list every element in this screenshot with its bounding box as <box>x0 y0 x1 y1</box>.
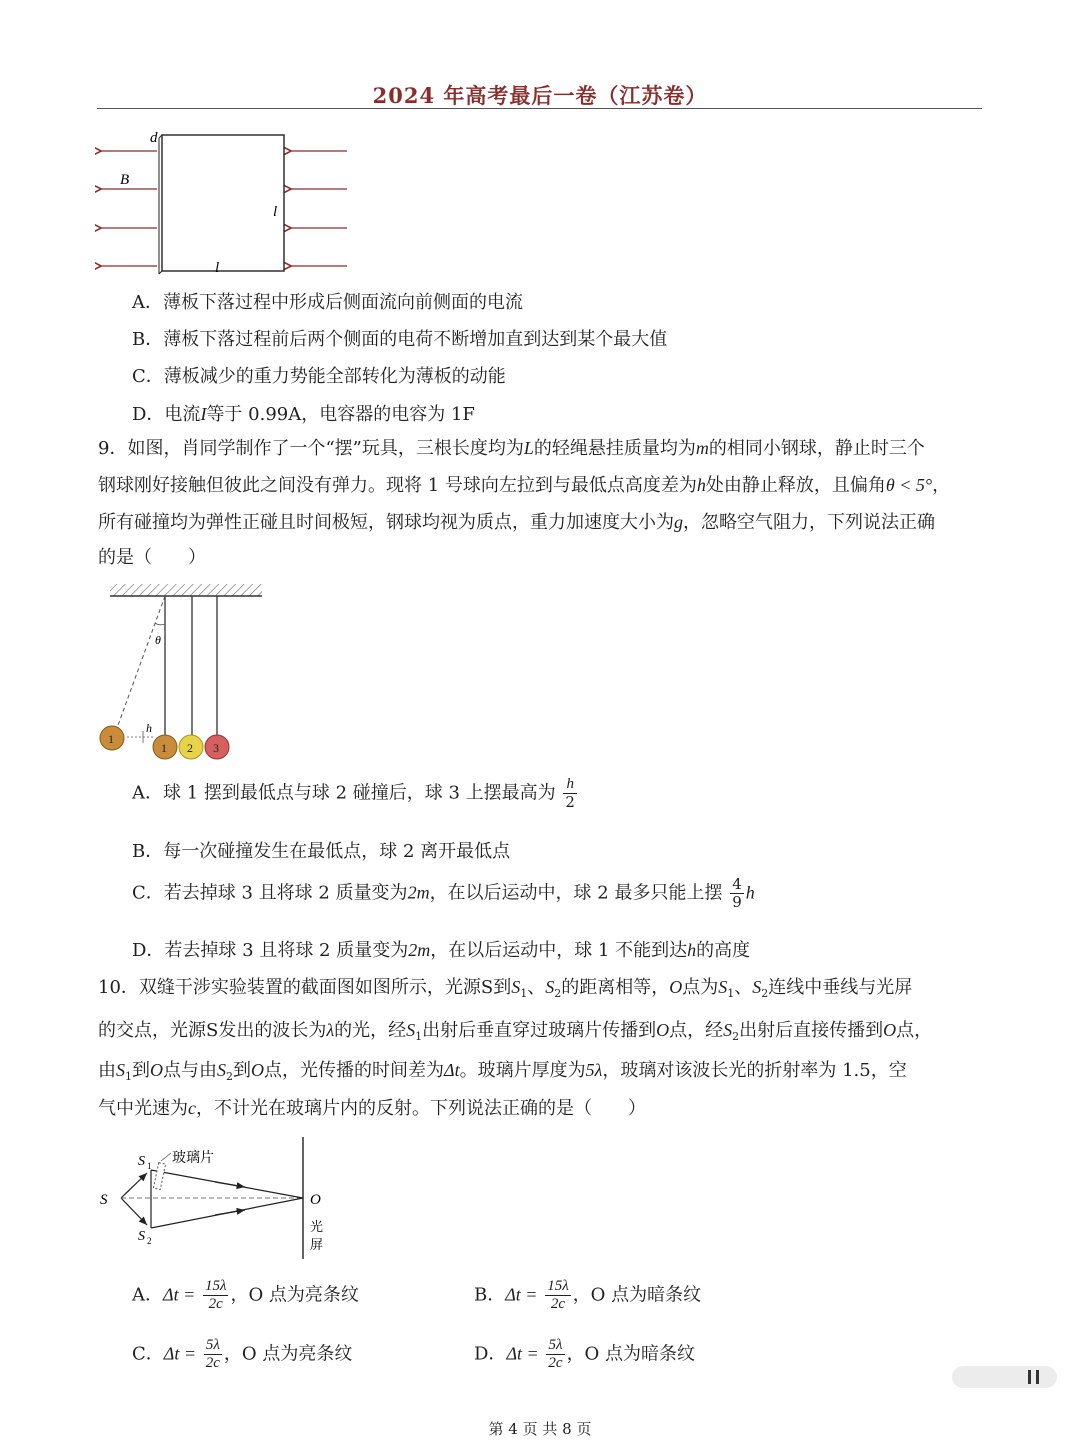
q10-line-3: 由$S_1$到O点与由$S_2$到O点，光传播的时间差为Δt。玻璃片厚度为5λ，玻璃对该波长光的折射率为 1.5，空 <box>98 1060 907 1083</box>
theta-label: θ <box>155 633 161 647</box>
displaced-string <box>117 596 165 728</box>
page-header-title: 2024 年高考最后一卷（江苏卷） <box>372 83 708 108</box>
q10-option-a: A．Δt = $\frac{15\lambda}{2c}$ ，O 点为亮条纹 <box>132 1278 359 1312</box>
svg-text:2: 2 <box>147 1236 152 1246</box>
q10-option-d: D．Δt = $\frac{5\lambda}{2c}$ ，O 点为暗条纹 <box>474 1337 696 1371</box>
q9-option-b: B．每一次碰撞发生在最低点，球 2 离开最低点 <box>132 841 511 862</box>
page-number: 第 4 页 共 8 页 <box>488 1420 592 1438</box>
q9-line-3: 所有碰撞均为弹性正碰且时间极短，钢球均视为质点，重力加速度大小为g，忽略空气阻力，下列说法正确 <box>98 512 935 533</box>
scroll-indicator[interactable] <box>952 1366 1057 1388</box>
q9-line-1: 9．如图，肖同学制作了一个“摆”玩具，三根长度均为L的轻绳悬挂质量均为m的相同小钢球，静止时三个 <box>98 438 925 459</box>
q8-option-c: C．薄板减少的重力势能全部转化为薄板的动能 <box>132 366 506 387</box>
source-S-label: S <box>100 1192 108 1208</box>
screen-label-2: 屏 <box>310 1237 324 1252</box>
q8-option-b: B．薄板下落过程前后两个侧面的电荷不断增加直到达到某个最大值 <box>132 329 668 350</box>
plate-front-face <box>162 135 284 271</box>
screen-label-1: 光 <box>310 1219 324 1234</box>
svg-text:1: 1 <box>147 1161 152 1171</box>
ball-1-label: 1 <box>161 741 167 755</box>
q10-double-slit-figure <box>95 1135 340 1265</box>
q10-option-b: B．Δt = $\frac{15\lambda}{2c}$ ，O 点为暗条纹 <box>474 1278 702 1312</box>
q9-line-2: 钢球刚好接触但彼此之间没有弹力。现将 1 号球向左拉到与最低点高度差为h处由静止释放，且偏角θ < 5°， <box>98 475 951 496</box>
ball-1-raised-label: 1 <box>108 732 114 746</box>
q8-plate-figure <box>95 125 355 280</box>
label-l-bottom: l <box>215 260 220 276</box>
S1-label: S <box>138 1154 145 1169</box>
q8-option-a: A．薄板下落过程中形成后侧面流向前侧面的电流 <box>132 292 523 313</box>
ceiling-hatch <box>110 584 262 596</box>
q9-option-d: D．若去掉球 3 且将球 2 质量变为2m，在以后运动中，球 1 不能到达h的高度 <box>132 940 751 961</box>
label-l-right: l <box>273 204 278 220</box>
q9-option-a: A．球 1 摆到最低点与球 2 碰撞后，球 3 上摆最高为 $\frac{h}{2}$ <box>132 776 575 811</box>
q10-line-4: 气中光速为c，不计光在玻璃片内的反射。下列说法正确的是（ ） <box>98 1098 646 1119</box>
ball-2-label: 2 <box>187 741 193 755</box>
q10-line-1: 10．双缝干涉实验装置的截面图如图所示，光源S到$S_1$、$S_2$的距离相等，O点为$S_1$、$S_2$连线中垂线与光屏 <box>98 977 913 1000</box>
q10-option-c: C．Δt = $\frac{5\lambda}{2c}$ ，O 点为亮条纹 <box>132 1337 353 1371</box>
ray-s-to-s2 <box>121 1198 147 1225</box>
label-B: B <box>120 172 130 188</box>
label-d: d <box>150 130 158 146</box>
S2-label: S <box>138 1229 145 1244</box>
glass-label: 玻璃片 <box>172 1151 214 1166</box>
q9-line-4: 的是（ ） <box>98 547 206 568</box>
q9-pendulum-figure <box>95 580 275 765</box>
header-divider <box>97 108 982 109</box>
h-label: h <box>146 721 152 735</box>
q9-option-c: C．若去掉球 3 且将球 2 质量变为2m，在以后运动中，球 2 最多只能上摆 $\frac{4}{9}$ h <box>132 875 755 911</box>
ray-s-to-s1 <box>121 1173 147 1198</box>
q8-option-d: D．电流I等于 0.99A，电容器的电容为 1F <box>132 404 475 425</box>
q10-line-2: 的交点，光源S发出的波长为λ的光，经$S_1$出射后垂直穿过玻璃片传播到O点，经$S_2$出射后直接传播到O点， <box>98 1020 933 1043</box>
glass-slab <box>153 1163 165 1190</box>
ball-3-label: 3 <box>213 741 219 755</box>
O-label: O <box>310 1192 321 1208</box>
